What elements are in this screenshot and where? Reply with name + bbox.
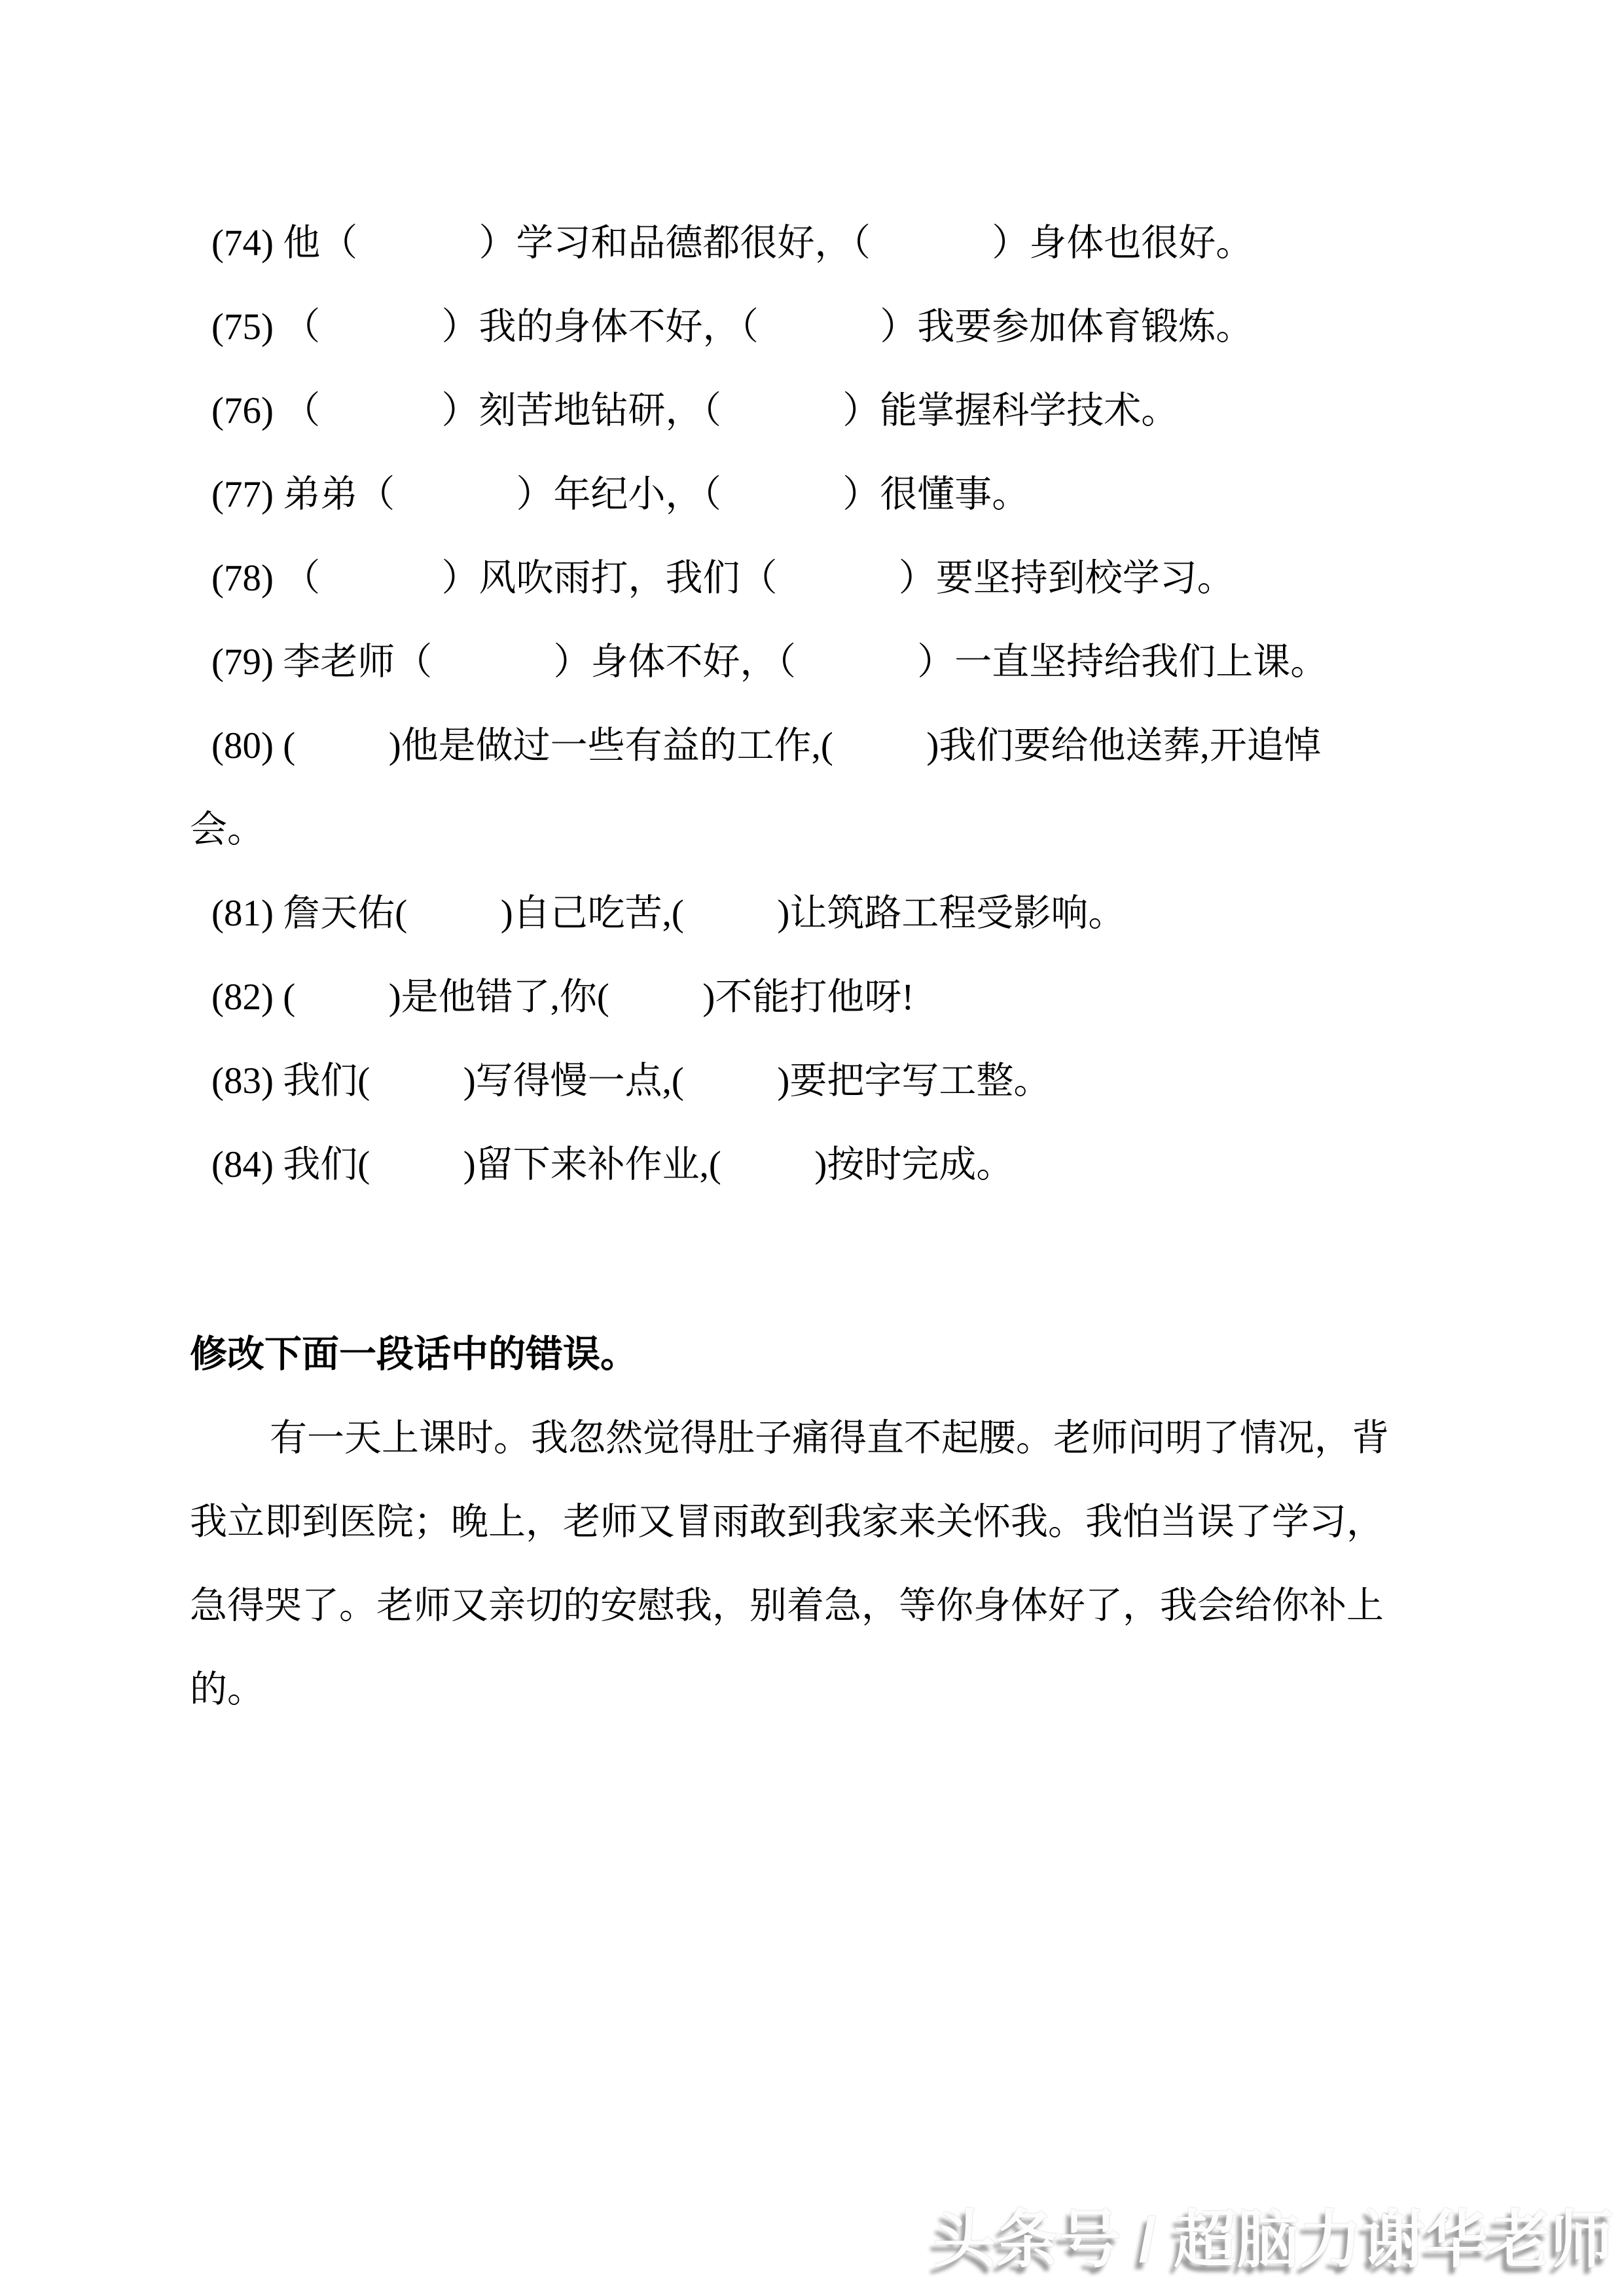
fill-in-blank-exercise (190, 202, 1564, 1207)
exercise-item-75: (75) （ ）我的身体不好，（ ）我要参加体育锻炼。 (211, 306, 1254, 348)
paragraph-line-2: 我立即到医院；晚上，老师又冒雨敢到我家来关怀我。我怕当误了学习， (190, 1501, 1384, 1543)
exercise-item-82: (82) ( )是他错了,你( )不能打他呀! (211, 977, 914, 1018)
exercise-item-79: (79) 李老师（ ）身体不好，（ ）一直坚持给我们上课。 (211, 641, 1328, 683)
paragraph-line-4: 的。 (190, 1669, 264, 1710)
watermark-toutiao: 头条号 / 超脑力谢华老师 (932, 2205, 1614, 2275)
exercise-item-76: (76) （ ）刻苦地钻研，（ ）能掌握科学技术。 (211, 390, 1179, 431)
exercise-item-83: (83) 我们( )写得慢一点,( )要把字写工整。 (211, 1060, 1051, 1102)
exercise-item-78: (78) （ ）风吹雨打，我们（ ）要坚持到校学习。 (211, 558, 1235, 599)
exercise-item-84: (84) 我们( )留下来补作业,( )按时完成。 (211, 1144, 1014, 1185)
correction-paragraph (190, 1397, 1564, 1732)
exercise-item-74: (74) 他（ ）学习和品德都很好，（ ）身体也很好。 (211, 223, 1254, 264)
exercise-item-80-wrap: 会。 (190, 809, 264, 850)
exercise-item-77: (77) 弟弟（ ）年纪小，（ ）很懂事。 (211, 474, 1030, 515)
paragraph-line-1: 有一天上课时。我忽然觉得肚子痛得直不起腰。老师问明了情况，背 (270, 1418, 1389, 1459)
exercise-item-80: (80) ( )他是做过一些有益的工作,( )我们要给他送葬,开追悼 (211, 725, 1322, 766)
section-heading: 修改下面一段话中的错误。 (190, 1334, 638, 1375)
paragraph-line-3: 急得哭了。老师又亲切的安慰我，别着急，等你身体好了，我会给你补上 (190, 1585, 1384, 1626)
exercise-item-81: (81) 詹天佑( )自己吃苦,( )让筑路工程受影响。 (211, 893, 1126, 934)
